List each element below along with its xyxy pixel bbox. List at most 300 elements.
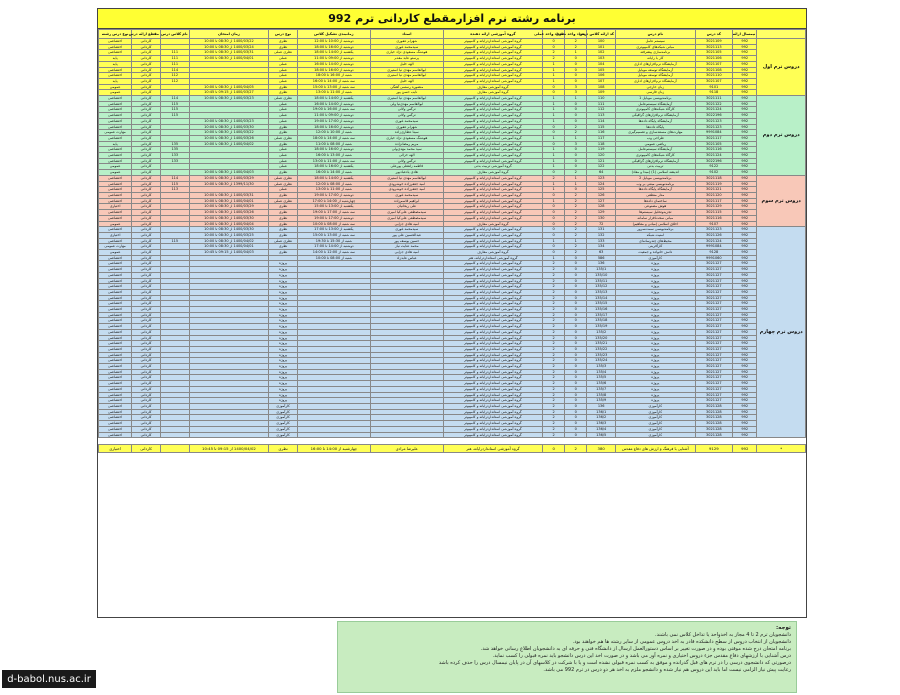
table-cell: 3021127 <box>695 346 733 352</box>
table-cell: 0 <box>565 56 587 62</box>
table-cell: 0 <box>543 39 565 45</box>
table-cell: 992 <box>733 175 757 181</box>
table-cell: 136 <box>587 404 616 410</box>
table-cell: 115 <box>160 101 189 107</box>
table-cell: 0 <box>565 284 587 290</box>
table-cell: گروه آموزشی استانداردرایانه و کامپیوتر <box>443 341 542 347</box>
table-cell: پروژه <box>269 312 298 318</box>
site-watermark[interactable]: d-babol.nus.ac.ir <box>2 670 96 688</box>
table-cell: شهرام عفوری <box>370 39 443 45</box>
table-cell: 135/23 <box>587 352 616 358</box>
table-cell: 135/3 <box>587 364 616 370</box>
table-cell: 0 <box>565 67 587 73</box>
table-cell: اختصاصی <box>99 426 132 432</box>
table-cell: کاردانی <box>132 232 161 238</box>
table-cell: الهه خلیل <box>370 61 443 67</box>
table-cell: نظری <box>269 215 298 221</box>
table-cell: 2 <box>543 307 565 313</box>
table-cell: 992 <box>733 392 757 398</box>
table-cell: کاردانی <box>132 78 161 84</box>
table-cell: 119 <box>587 147 616 153</box>
table-cell: 3021127 <box>695 312 733 318</box>
table-cell: نظری <box>269 124 298 130</box>
table-cell: 1 <box>543 198 565 204</box>
table-cell: 3021117 <box>695 198 733 204</box>
table-cell: 1 <box>543 164 565 170</box>
table-cell: پروژه <box>616 318 696 324</box>
table-cell: 2 <box>543 329 565 335</box>
table-cell: 3 <box>565 84 587 90</box>
table-cell: عملی <box>269 107 298 113</box>
table-cell: هادی یادعبادپور <box>370 170 443 176</box>
table-cell: گروه آموزشی استانداردرایانه و کامپیوتر <box>443 44 542 50</box>
table-cell: اختصاصی <box>99 215 132 221</box>
header-cell: نام درس <box>616 30 696 39</box>
table-cell: اختصاصی <box>99 335 132 341</box>
table-cell: 135/15 <box>587 301 616 307</box>
table-cell: عملی <box>269 153 298 159</box>
table-cell: محیط‌های چندرسانه‌ای <box>616 238 696 244</box>
table-cell: کاردانی <box>132 346 161 352</box>
table-cell: اختصاصی <box>99 421 132 427</box>
table-cell: 1 <box>543 96 565 102</box>
table-cell: 1 <box>543 187 565 193</box>
table-cell: 3021127 <box>695 307 733 313</box>
table-cell: پروژه <box>616 278 696 284</box>
table-cell: 1 <box>565 238 587 244</box>
note-line: درس آشنایی با ارزشهای دفاع مقدس جزء دروس اختیاری و نمره آور می باشد و در صورت اخذ این درس دانشجو باید نمره قبولی را کسب نماید. <box>492 653 791 659</box>
table-cell: گروه آموزشی استانداردرایانه و کامپیوتر <box>443 215 542 221</box>
table-cell: 0 <box>565 101 587 107</box>
table-cell: 112 <box>587 107 616 113</box>
table-cell: گروه آموزشی استانداردرایانه و کامپیوتر <box>443 392 542 398</box>
table-cell: گروه آموزشی استانداردرایانه و کامپیوتر <box>443 141 542 147</box>
table-cell: 0 <box>565 158 587 164</box>
table-cell: 3021127 <box>695 341 733 347</box>
table-cell: برنامه‌نویسی موبایل 1 <box>616 96 696 102</box>
table-cell: 0 <box>543 250 565 256</box>
table-cell: 3021116 <box>695 215 733 221</box>
table-cell: کاردانی <box>132 386 161 392</box>
semester-label: دروس ترم سوم <box>757 175 806 226</box>
table-cell: کاردانی <box>132 267 161 273</box>
header-cell: نوع درس رشته <box>99 30 132 39</box>
table-cell: نظری <box>269 227 298 233</box>
table-cell: گروه آموزشی استانداردرایانه و کامپیوتر <box>443 409 542 415</box>
title-bar <box>98 9 806 29</box>
table-cell: نظری عملی <box>269 96 298 102</box>
table-cell: 2 <box>543 432 565 438</box>
table-cell: اختصاصی <box>99 96 132 102</box>
table-cell: 127 <box>587 198 616 204</box>
table-cell: 3021117 <box>695 135 733 141</box>
table-cell: اختصاصی <box>99 124 132 130</box>
table-cell: 0 <box>565 164 587 170</box>
note-line: برنامه امتحان درج شده موقتی بوده و در صورت تغییر بر اساس دستورالعمل ارسال از دانشگاه فنی و حرفه ای به دانشجویان اطلاع رسانی خواهد شد. <box>480 646 791 652</box>
table-cell: 133 <box>587 238 616 244</box>
table-cell: 0 <box>565 426 587 432</box>
table-cell: کاردانی <box>132 181 161 187</box>
table-cell: 117 <box>587 135 616 141</box>
table-cell: 2 <box>543 56 565 62</box>
table-cell: کاردانی <box>132 44 161 50</box>
table-cell: 2 <box>543 364 565 370</box>
table-cell: گروه آموزشی استانداردرایانه و کامپیوتر <box>443 238 542 244</box>
table-cell: 992 <box>733 170 757 176</box>
table-cell: 2 <box>543 375 565 381</box>
table-cell: 101 <box>587 44 616 50</box>
table-cell: 0 <box>543 221 565 227</box>
table-cell: 992 <box>733 113 757 119</box>
table-cell: اختصاصی <box>99 198 132 204</box>
table-cell: کاردانی <box>132 147 161 153</box>
table-cell: پروژه <box>616 386 696 392</box>
table-cell: کاردانی <box>132 324 161 330</box>
table-cell: 992 <box>733 238 757 244</box>
table-cell: هوشنگ مسعودی نژاد خیاری <box>370 135 443 141</box>
header-cell: کد درس <box>695 30 733 39</box>
table-cell: نظری <box>269 141 298 147</box>
summary-cell: گروه آموزشی استانداردرایانه، هنر <box>443 445 542 453</box>
table-cell: 1400/03/31 از 08:30 تا 10:00 <box>189 192 269 198</box>
table-cell: 135/10 <box>587 272 616 278</box>
table-cell: سیدمحمد غوری <box>370 227 443 233</box>
table-cell: 992 <box>733 204 757 210</box>
table-cell: 992 <box>733 215 757 221</box>
table-cell: نظری عملی <box>269 238 298 244</box>
table-cell: گروه آموزشی استانداردرایانه و کامپیوتر <box>443 227 542 233</box>
table-cell: کاردانی <box>132 375 161 381</box>
summary-cell: نظری <box>269 445 298 453</box>
table-cell: 3021127 <box>695 386 733 392</box>
table-cell: دوشنبه از 14:00 تا 16:00 <box>297 101 370 107</box>
table-cell: طراحی وب <box>616 135 696 141</box>
table-cell: 9102 <box>695 170 733 176</box>
table-cell: 3021127 <box>695 267 733 273</box>
table-cell: 2 <box>565 221 587 227</box>
table-cell: 0 <box>543 210 565 216</box>
table-cell: اختصاصی <box>99 284 132 290</box>
table-cell: 992 <box>733 232 757 238</box>
table-cell: 9991084 <box>695 244 733 250</box>
table-cell: 115 <box>587 124 616 130</box>
table-cell: 135/6 <box>587 381 616 387</box>
table-cell: 992 <box>733 210 757 216</box>
table-cell: 1 <box>543 73 565 79</box>
table-cell: پروژه <box>269 381 298 387</box>
table-cell: 72 <box>587 221 616 227</box>
table-cell: اختصاصی <box>99 358 132 364</box>
table-cell: کاردانی <box>132 227 161 233</box>
table-cell: 1 <box>565 50 587 56</box>
table-cell: 3021127 <box>695 369 733 375</box>
table-cell: کاردانی <box>132 398 161 404</box>
table-cell: 2 <box>543 261 565 267</box>
table-cell: علی ریحانیان <box>370 204 443 210</box>
table-cell: 125 <box>587 187 616 193</box>
table-cell: 0 <box>565 369 587 375</box>
table-cell: 2 <box>543 392 565 398</box>
table-cell: 3021127 <box>695 364 733 370</box>
table-cell: 0 <box>543 227 565 233</box>
table-cell: پروژه <box>616 358 696 364</box>
table-cell: 992 <box>733 141 757 147</box>
table-cell: 992 <box>733 135 757 141</box>
table-cell: 136/3 <box>587 421 616 427</box>
summary-table <box>98 444 806 453</box>
table-cell: امید جعفرزاده خوشرودی <box>370 181 443 187</box>
semester-label: دروس ترم چهارم <box>757 227 806 438</box>
table-cell: 992 <box>733 375 757 381</box>
table-cell: گروه آموزشی استانداردرایانه و کامپیوتر <box>443 61 542 67</box>
table-cell: 992 <box>733 78 757 84</box>
table-cell: 1400/04/04 از 08:30 تا 10:00 <box>189 221 269 227</box>
table-cell: 0 <box>565 73 587 79</box>
table-cell: 131 <box>587 227 616 233</box>
table-cell: شنبه از 10:00 تا 12:00 <box>297 130 370 136</box>
table-cell: گروه آموزشی استانداردرایانه و کامپیوتر <box>443 158 542 164</box>
table-cell: الهه خلیل <box>370 78 443 84</box>
table-cell: 1400/03/23 از 08:30 تا 10:00 <box>189 96 269 102</box>
table-cell: پروژه <box>616 381 696 387</box>
table-cell: 9991060 <box>695 255 733 261</box>
table-cell: پروژه <box>616 261 696 267</box>
table-cell: عملی <box>269 56 298 62</box>
table-cell: فاطمه زلفعلی پورعلی <box>370 164 443 170</box>
table-cell: کاردانی <box>132 255 161 261</box>
table-cell: 2 <box>543 295 565 301</box>
table-cell: آزمایشگاه نرم‌افزارهای گرافیکی <box>616 113 696 119</box>
table-cell: 992 <box>733 255 757 261</box>
table-cell: 1400/03/29 از 08:30 تا 10:00 <box>189 175 269 181</box>
table-cell: 1400/03/26 از 08:30 تا 10:00 <box>189 210 269 216</box>
table-cell: پایگاه داده‌ها <box>616 124 696 130</box>
table-cell: پروژه <box>269 369 298 375</box>
table-cell: 2 <box>543 324 565 330</box>
table-cell: 135 <box>160 147 189 153</box>
table-cell: 992 <box>733 415 757 421</box>
table-cell: اخلاق اسلامی (مبانی و مفاهیم) <box>616 221 696 227</box>
table-cell: 136/2 <box>587 415 616 421</box>
table-cell: اختصاصی <box>99 278 132 284</box>
table-cell: 0 <box>565 272 587 278</box>
table-cell: کاردانی <box>132 215 161 221</box>
table-cell: مهارت عمومی <box>99 244 132 250</box>
table-cell: اختصاصی <box>99 153 132 159</box>
table-cell: کاردانی <box>132 175 161 181</box>
table-cell: 1 <box>543 113 565 119</box>
table-cell: 136/4 <box>587 426 616 432</box>
summary-cell: 1400/04/02 از 09:15 تا 10:45 <box>189 445 269 453</box>
table-cell: اندیشه اسلامی (1) (مبدا و معاد) <box>616 170 696 176</box>
table-cell: پروژه <box>269 346 298 352</box>
table-cell: 135/11 <box>587 278 616 284</box>
table-cell: 1400/03/30 از 08:30 تا 10:00 <box>189 124 269 130</box>
table-cell: 2 <box>565 124 587 130</box>
table-cell: 114 <box>160 175 189 181</box>
table-cell: 135/4 <box>587 369 616 375</box>
table-cell: آزمایشگاه پایگاه داده‌ها <box>616 187 696 193</box>
header-cell: نیمسال ارائه <box>733 30 757 39</box>
table-cell: کاردانی <box>132 421 161 427</box>
table-cell: کارآموزی <box>616 255 696 261</box>
table-cell: 9122 <box>695 164 733 170</box>
table-cell: کارآموزی <box>616 409 696 415</box>
table-cell: 992 <box>733 227 757 233</box>
table-cell: 2 <box>543 415 565 421</box>
table-cell: 9991084 <box>695 130 733 136</box>
table-cell: 3021127 <box>695 352 733 358</box>
table-cell: اختصاصی <box>99 352 132 358</box>
table-cell: 126 <box>587 192 616 198</box>
note-line: درصورتی که دانشجوی درسی را در ترم های قبل گذرانده و موفق به کسب نمره قبولی نشده است و یا با شرکت در کلاسهای آن در پایان نیمسال درس را حذف کرده باشد <box>438 660 791 666</box>
summary-cell: آشنایی با فرهنگ و ارزش های دفاع مقدس <box>616 445 696 453</box>
table-cell: 0 <box>565 318 587 324</box>
table-cell: ریاضی عمومی <box>616 141 696 147</box>
summary-cell: چهارشنبه از 14:00 تا 16:00 <box>297 445 370 453</box>
table-cell: پروژه <box>616 324 696 330</box>
table-cell: گروه آموزشی استانداردرایانه و کامپیوتر <box>443 113 542 119</box>
table-cell: 135/20 <box>587 335 616 341</box>
table-cell: 992 <box>733 101 757 107</box>
table-cell: گروه آموزشی استانداردرایانه و کامپیوتر <box>443 432 542 438</box>
table-cell: 3021122 <box>695 101 733 107</box>
table-cell: هوش مصنوعی <box>616 204 696 210</box>
table-cell: 0 <box>565 267 587 273</box>
table-cell: 0 <box>565 61 587 67</box>
table-cell: پروژه <box>616 352 696 358</box>
table-cell: پروژه <box>269 386 298 392</box>
table-cell <box>297 432 370 438</box>
table-cell: اختصاصی <box>99 364 132 370</box>
table-cell: گروه آموزشی استانداردرایانه و کامپیوتر <box>443 398 542 404</box>
table-cell: برنامه‌نویسی مبتنی بر وب <box>616 181 696 187</box>
table-cell: پروژه <box>269 301 298 307</box>
table-cell: 3021128 <box>695 426 733 432</box>
table-cell: کاردانی <box>132 432 161 438</box>
table-cell: پروژه <box>269 272 298 278</box>
table-cell: 135/5 <box>587 375 616 381</box>
table-cell: دوشنبه از 17:00 تا 19:00 <box>297 118 370 124</box>
table-cell: سیدمحمد غوری <box>370 192 443 198</box>
note-line: دانشجویان از انتخاب دروس از سطح دانشکده قادر به اخذ دروس عمومی از سایر رشته ها هم خواهند بود. <box>572 639 791 645</box>
table-cell: 3021105 <box>695 141 733 147</box>
table-cell: 128 <box>587 204 616 210</box>
table-cell: 1 <box>565 181 587 187</box>
table-cell: کاردانی <box>132 409 161 415</box>
table-cell: 135/7 <box>587 386 616 392</box>
table-cell: 0 <box>543 232 565 238</box>
table-cell: گروه آموزشی استانداردرایانه و کامپیوتر <box>443 284 542 290</box>
summary-cell: علیرضا مرادی <box>370 445 443 453</box>
table-cell: 0 <box>565 392 587 398</box>
table-cell: 992 <box>733 187 757 193</box>
table-cell: 1 <box>543 101 565 107</box>
summary-cell: اختیاری <box>99 445 132 453</box>
table-cell: 1400/04/02 از 08:30 تا 10:00 <box>189 238 269 244</box>
table-cell: 3021107 <box>695 78 733 84</box>
table-cell: کاردانی <box>132 335 161 341</box>
table-cell: حسین یوسف پور <box>370 238 443 244</box>
table-cell: گروه آموزشی معارف <box>443 221 542 227</box>
table-cell: 992 <box>733 284 757 290</box>
table-cell: 3021127 <box>695 301 733 307</box>
table-cell: اختصاصی <box>99 255 132 261</box>
table-cell: نظری <box>269 250 298 256</box>
table-cell: شنبه از 11:00 تا 13:00 <box>297 187 370 193</box>
table-cell: تجزیه‌وتحلیل سیستم‌ها <box>616 210 696 216</box>
table-cell: پروژه <box>269 392 298 398</box>
table-cell: 0 <box>565 301 587 307</box>
table-cell: آزمایشگاه نرم‌افزارهای گرافیکی <box>616 158 696 164</box>
table-cell: گروه آموزشی استانداردرایانه و کامپیوتر <box>443 301 542 307</box>
table-cell: 0 <box>543 130 565 136</box>
table-cell: 992 <box>733 386 757 392</box>
table-cell: 3021128 <box>695 415 733 421</box>
table-cell: 1400/04/03 از 08:30 تا 10:00 <box>189 170 269 176</box>
table-cell: 132 <box>587 232 616 238</box>
table-cell: کاردانی <box>132 113 161 119</box>
table-cell: 992 <box>733 267 757 273</box>
table-cell: شهرام عفوری <box>370 124 443 130</box>
header-cell: زمان امتحان <box>189 30 269 39</box>
table-cell: 0 <box>565 113 587 119</box>
table-cell: 1400/04/01 از 08:30 تا 10:00 <box>189 244 269 250</box>
table-cell: دوشنبه از 09:00 تا 11:00 <box>297 113 370 119</box>
table-cell: پروژه <box>269 364 298 370</box>
table-cell: 3021127 <box>695 295 733 301</box>
table-cell: کارآموزی <box>616 404 696 410</box>
table-cell: عملی <box>269 101 298 107</box>
table-cell: دوشنبه از 09:00 تا 11:00 <box>297 56 370 62</box>
table-cell: 0 <box>543 204 565 210</box>
table-cell: 0 <box>565 421 587 427</box>
table-cell <box>189 432 269 438</box>
table-cell: نظری عملی <box>269 135 298 141</box>
table-cell: پروژه <box>269 307 298 313</box>
summary-cell: 992 <box>733 445 757 453</box>
table-cell: کاردانی <box>132 170 161 176</box>
table-cell: گروه آموزشی استانداردرایانه و کامپیوتر <box>443 352 542 358</box>
table-cell: 3021127 <box>695 381 733 387</box>
table-cell: 9118 <box>695 90 733 96</box>
table-cell: 1400/04/01 از 08:30 تا 10:00 <box>189 198 269 204</box>
table-cell: 108 <box>587 84 616 90</box>
table-cell: کاردانی <box>132 124 161 130</box>
table-cell: 1 <box>543 153 565 159</box>
table-cell: برنامه‌نویسی موبایل 2 <box>616 175 696 181</box>
table-cell: 3021110 <box>695 73 733 79</box>
table-cell: 3021106 <box>695 56 733 62</box>
table-cell: 0 <box>565 324 587 330</box>
table-cell: گروه آموزشی استانداردرایانه و کامپیوتر <box>443 118 542 124</box>
table-cell: گروه آموزشی استانداردرایانه و کامپیوتر <box>443 56 542 62</box>
table-cell: 2 <box>543 175 565 181</box>
header-semester <box>757 30 806 39</box>
table-cell: 2 <box>565 232 587 238</box>
table-cell: دوشنبه از 16:00 تا 18:00 <box>297 147 370 153</box>
table-cell: 0 <box>565 404 587 410</box>
table-cell: اختصاصی <box>99 295 132 301</box>
table-cell: شنبه از 08:00 تا 11:00 <box>297 141 370 147</box>
summary-cell: 2 <box>565 445 587 453</box>
table-cell: 110 <box>587 96 616 102</box>
table-cell: 3021123 <box>695 118 733 124</box>
table-cell: پروژه <box>269 352 298 358</box>
table-cell: 992 <box>733 307 757 313</box>
table-cell: آزمایشگاه سیستم‌عامل <box>616 147 696 153</box>
table-cell: منصوره رستمی آهنگی <box>370 84 443 90</box>
